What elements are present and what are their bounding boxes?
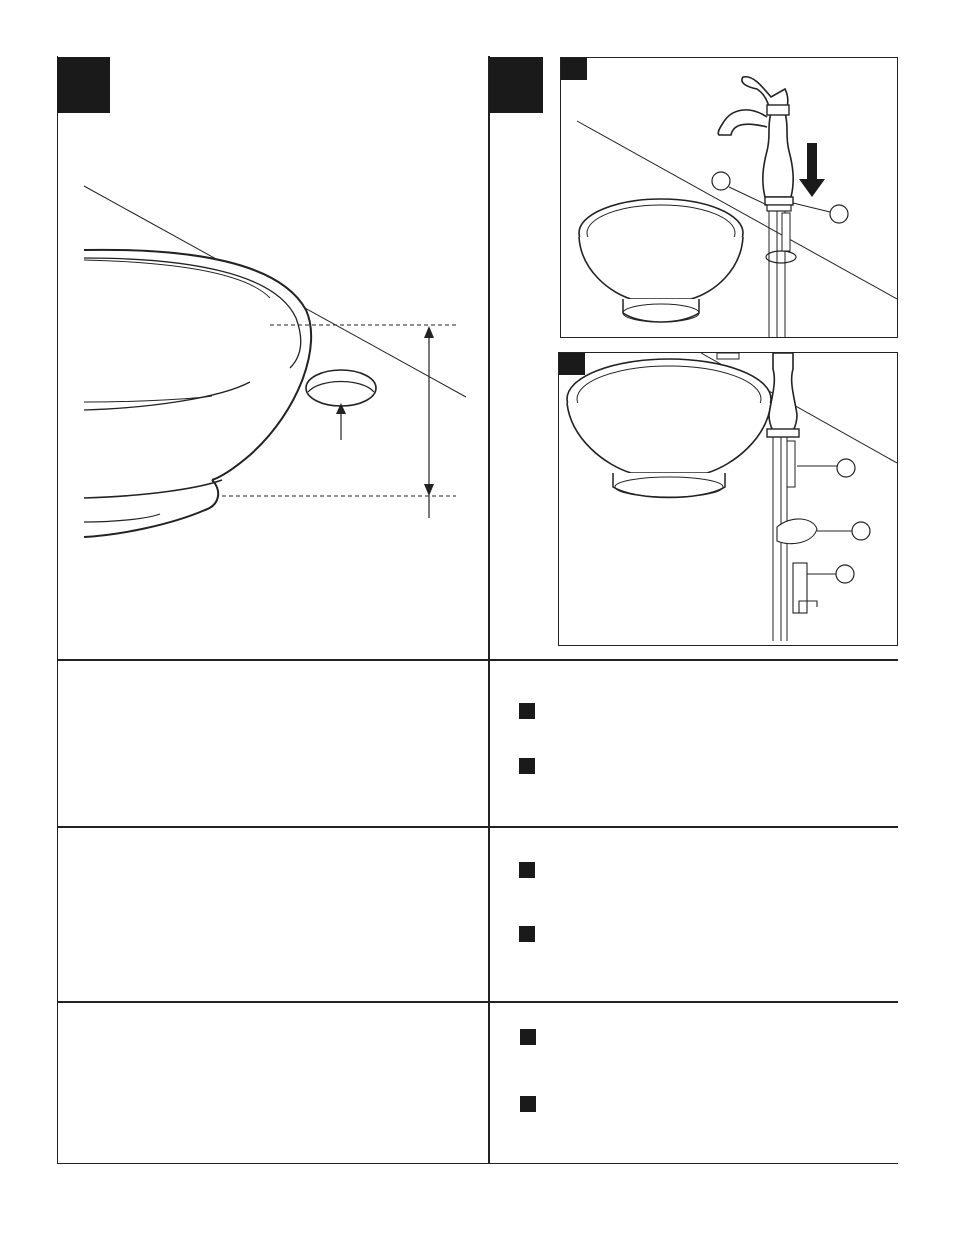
panel-faucet-insert — [560, 57, 898, 338]
row-2-bullet-2 — [519, 926, 535, 942]
row-2-bullet-1 — [519, 862, 535, 878]
row-divider-3 — [57, 1001, 898, 1003]
row-3-bullet-1 — [520, 1029, 536, 1045]
step-block-left — [57, 57, 110, 113]
row-1-bullet-2 — [519, 758, 535, 774]
row-1-bullet-1 — [519, 703, 535, 719]
column-divider — [488, 56, 490, 1164]
row-divider-2 — [57, 826, 898, 828]
row-divider-1 — [57, 659, 898, 661]
panel-mounting-hardware — [558, 352, 898, 646]
row-3-bullet-2 — [520, 1096, 536, 1112]
vessel-sink-illustration — [58, 115, 486, 655]
step-block-right — [489, 57, 543, 113]
